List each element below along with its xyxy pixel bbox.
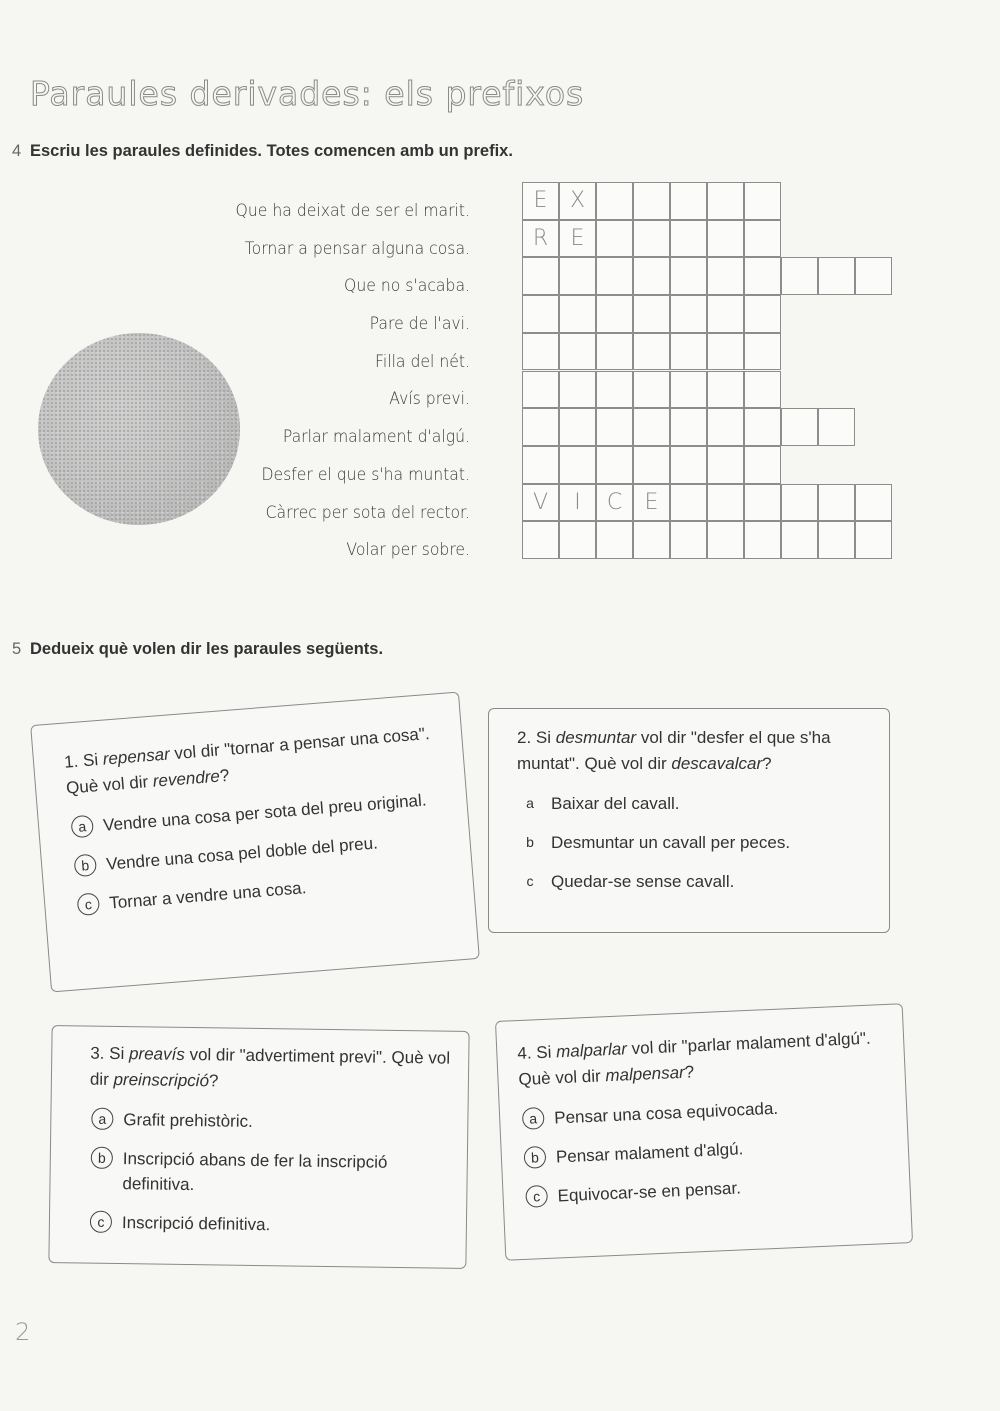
question-text — [63, 720, 442, 801]
crossword-cell[interactable] — [522, 333, 559, 371]
question-text-part: vol dir "tornar a pensar una cosa". Què vol dir — [65, 724, 431, 798]
crossword-cell[interactable] — [818, 521, 855, 559]
crossword-clue: Tornar a pensar alguna cosa. — [244, 238, 470, 259]
crossword-clues — [150, 196, 470, 573]
crossword-cell[interactable] — [596, 371, 633, 409]
crossword-cell[interactable] — [670, 257, 707, 295]
question-text-part: vol dir "parlar malament d'algú". Què vol dir — [518, 1028, 872, 1090]
option-text: Inscripció definitiva. — [121, 1213, 271, 1235]
crossword-cell[interactable] — [855, 257, 892, 295]
option-text: Quedar-se sense cavall. — [551, 872, 735, 891]
crossword-cell[interactable] — [522, 295, 559, 333]
crossword-cell[interactable] — [559, 521, 596, 559]
crossword-cell[interactable] — [781, 521, 818, 559]
crossword-cell[interactable] — [596, 182, 633, 220]
question-keyword: malparlar — [555, 1039, 628, 1062]
crossword-clue: Parlar malament d'algú. — [282, 427, 470, 448]
crossword-cell[interactable] — [744, 220, 781, 258]
crossword-cell[interactable] — [707, 446, 744, 484]
crossword-cell[interactable]: C — [596, 484, 633, 522]
crossword-cell[interactable] — [744, 333, 781, 371]
crossword-cell[interactable] — [522, 446, 559, 484]
answer-option[interactable] — [88, 1210, 448, 1240]
option-letter[interactable]: a — [526, 795, 534, 811]
option-letter[interactable]: c — [90, 1211, 112, 1233]
crossword-cell[interactable] — [707, 333, 744, 371]
question-card-4 — [495, 1003, 913, 1261]
crossword-cell[interactable]: E — [522, 182, 559, 220]
exercise-1-heading — [12, 142, 513, 161]
question-number: 2. — [517, 728, 532, 747]
crossword-cell[interactable] — [855, 484, 892, 522]
crossword-cell[interactable] — [744, 371, 781, 409]
option-letter[interactable]: a — [522, 1107, 545, 1130]
question-text — [90, 1041, 451, 1098]
crossword-clue: Càrrec per sota del rector. — [265, 502, 470, 523]
crossword-cell[interactable] — [744, 408, 781, 446]
question-text-part: vol dir "desfer el que s'ha muntat". Què vol dir — [517, 728, 831, 773]
question-text — [517, 1025, 887, 1093]
crossword-clue: Avís previ. — [389, 389, 470, 410]
crossword-cell[interactable] — [559, 333, 596, 371]
option-letter[interactable]: a — [70, 815, 94, 839]
question-text-part: ? — [208, 1071, 219, 1091]
crossword-cell[interactable] — [596, 333, 633, 371]
question-card-3 — [48, 1025, 469, 1269]
option-text: Pensar una cosa equivocada. — [553, 1098, 779, 1128]
crossword-cell[interactable] — [707, 521, 744, 559]
crossword-cell[interactable] — [633, 220, 670, 258]
question-text-part: ? — [762, 754, 772, 773]
crossword-cell[interactable] — [781, 484, 818, 522]
option-letter[interactable]: c — [77, 892, 101, 916]
crossword-cell[interactable] — [596, 521, 633, 559]
crossword-cell[interactable] — [781, 408, 818, 446]
question-text-part: Si — [535, 1042, 557, 1063]
crossword-cell[interactable] — [707, 408, 744, 446]
crossword-clue: Que no s'acaba. — [344, 276, 470, 297]
crossword-cell[interactable] — [744, 257, 781, 295]
question-text-part: ? — [684, 1062, 695, 1082]
crossword-cell[interactable] — [670, 182, 707, 220]
answer-option[interactable] — [517, 830, 871, 855]
crossword-cell[interactable] — [670, 484, 707, 522]
crossword-cell[interactable]: E — [633, 484, 670, 522]
page-number: 2 — [15, 1318, 31, 1346]
crossword-cell[interactable] — [596, 446, 633, 484]
question-target-word: malpensar — [604, 1062, 686, 1086]
question-card-1 — [30, 692, 480, 993]
question-number: 1. — [63, 751, 80, 772]
exercise-2-number: 5 — [12, 640, 22, 658]
crossword-cell[interactable]: V — [522, 484, 559, 522]
crossword-cell[interactable] — [744, 295, 781, 333]
crossword-cell[interactable] — [596, 257, 633, 295]
crossword-cell[interactable] — [781, 257, 818, 295]
question-number: 4. — [516, 1043, 532, 1064]
crossword-cell[interactable] — [855, 521, 892, 559]
crossword-cell[interactable] — [707, 484, 744, 522]
crossword-cell[interactable]: E — [559, 220, 596, 258]
question-card-2 — [488, 708, 890, 933]
crossword-cell[interactable] — [633, 333, 670, 371]
crossword-cell[interactable] — [670, 408, 707, 446]
exercise-1-number: 4 — [12, 142, 22, 160]
crossword-cell[interactable]: R — [522, 220, 559, 258]
question-keyword: preavís — [128, 1044, 185, 1064]
question-keyword: desmuntar — [555, 728, 637, 747]
crossword-cell[interactable] — [670, 220, 707, 258]
crossword-cell[interactable] — [818, 257, 855, 295]
question-target-word: descavalcar — [671, 754, 763, 773]
question-text-part: Si — [82, 749, 104, 771]
crossword-cell[interactable] — [559, 257, 596, 295]
crossword-cell[interactable] — [559, 295, 596, 333]
option-text: Inscripció abans de fer la inscripció definitiva. — [122, 1149, 388, 1195]
crossword-cell[interactable] — [707, 182, 744, 220]
crossword-cell[interactable] — [633, 371, 670, 409]
option-text: Equivocar-se en pensar. — [557, 1178, 742, 1206]
crossword-cell[interactable] — [559, 446, 596, 484]
answer-option[interactable] — [88, 1146, 449, 1201]
option-letter[interactable]: b — [73, 854, 97, 878]
crossword-cell[interactable] — [633, 446, 670, 484]
crossword-cell[interactable] — [633, 295, 670, 333]
crossword-clue: Desfer el que s'ha muntat. — [261, 464, 470, 485]
option-letter[interactable]: b — [526, 834, 534, 850]
crossword-clue: Filla del nét. — [375, 351, 470, 372]
crossword-clue: Pare de l'avi. — [369, 314, 470, 335]
option-letter[interactable]: a — [91, 1108, 113, 1130]
crossword-cell[interactable] — [818, 408, 855, 446]
crossword-cell[interactable] — [559, 371, 596, 409]
crossword-cell[interactable] — [633, 408, 670, 446]
option-text: Tornar a vendre una cosa. — [108, 878, 307, 913]
option-text: Pensar malament d'algú. — [555, 1139, 744, 1167]
question-target-word: revendre — [152, 766, 221, 791]
option-letter[interactable]: c — [526, 873, 534, 889]
crossword-cell[interactable] — [522, 257, 559, 295]
crossword-cell[interactable] — [522, 408, 559, 446]
question-text-part: vol dir "advertiment previ". Què vol dir — [89, 1044, 451, 1089]
option-text: Baixar del cavall. — [551, 794, 680, 813]
answer-option[interactable] — [89, 1107, 449, 1137]
question-text — [517, 725, 871, 777]
question-number: 3. — [90, 1043, 105, 1063]
question-text-part: Si — [109, 1043, 130, 1064]
option-letter[interactable]: c — [525, 1185, 548, 1208]
crossword-cell[interactable] — [744, 484, 781, 522]
crossword-cell[interactable] — [633, 182, 670, 220]
crossword-cell[interactable] — [670, 521, 707, 559]
crossword-cell[interactable] — [707, 220, 744, 258]
crossword-cell[interactable] — [707, 257, 744, 295]
crossword-cell[interactable] — [559, 408, 596, 446]
option-text: Grafit prehistòric. — [123, 1110, 253, 1131]
exercise-1-instruction: Escriu les paraules definides. Totes comencen amb un prefix. — [30, 142, 513, 160]
option-text: Vendre una cosa per sota del preu original. — [102, 790, 428, 835]
exercise-2-instruction: Dedueix què volen dir les paraules següents. — [30, 640, 384, 658]
crossword-cell[interactable]: X — [559, 182, 596, 220]
answer-option[interactable] — [521, 1130, 890, 1171]
option-letter[interactable]: b — [523, 1146, 546, 1169]
crossword-cell[interactable] — [670, 333, 707, 371]
answer-option[interactable] — [520, 1091, 889, 1132]
crossword-cell[interactable] — [633, 257, 670, 295]
crossword-cell[interactable] — [522, 521, 559, 559]
crossword-cell[interactable] — [744, 521, 781, 559]
answer-option[interactable] — [517, 791, 871, 816]
option-text: Desmuntar un cavall per peces. — [551, 833, 791, 852]
crossword-cell[interactable] — [522, 371, 559, 409]
crossword-cell[interactable] — [596, 220, 633, 258]
option-letter[interactable]: b — [91, 1147, 113, 1169]
crossword-cell[interactable] — [596, 295, 633, 333]
answer-option[interactable] — [517, 869, 871, 894]
crossword-cell[interactable] — [707, 295, 744, 333]
question-keyword: repensar — [102, 744, 171, 769]
option-text: Vendre una cosa pel doble del preu. — [105, 833, 379, 874]
crossword-cell[interactable] — [744, 182, 781, 220]
crossword-cell[interactable] — [596, 408, 633, 446]
exercise-2-heading — [12, 640, 383, 659]
crossword-cell[interactable] — [633, 521, 670, 559]
crossword-clue: Que ha deixat de ser el marit. — [235, 201, 470, 221]
crossword-clue: Volar per sobre. — [346, 540, 470, 561]
crossword-cell[interactable] — [744, 446, 781, 484]
crossword-cell[interactable] — [670, 446, 707, 484]
crossword-cell[interactable]: I — [559, 484, 596, 522]
crossword-cell[interactable] — [707, 371, 744, 409]
crossword-cell[interactable] — [818, 484, 855, 522]
question-text-part: Si — [535, 728, 556, 747]
crossword-cell[interactable] — [670, 295, 707, 333]
question-text-part: ? — [219, 765, 230, 786]
answer-option[interactable] — [523, 1169, 892, 1210]
page-title: Paraules derivades: els prefixos — [30, 74, 585, 113]
question-target-word: preinscripció — [113, 1069, 210, 1091]
crossword-cell[interactable] — [670, 371, 707, 409]
